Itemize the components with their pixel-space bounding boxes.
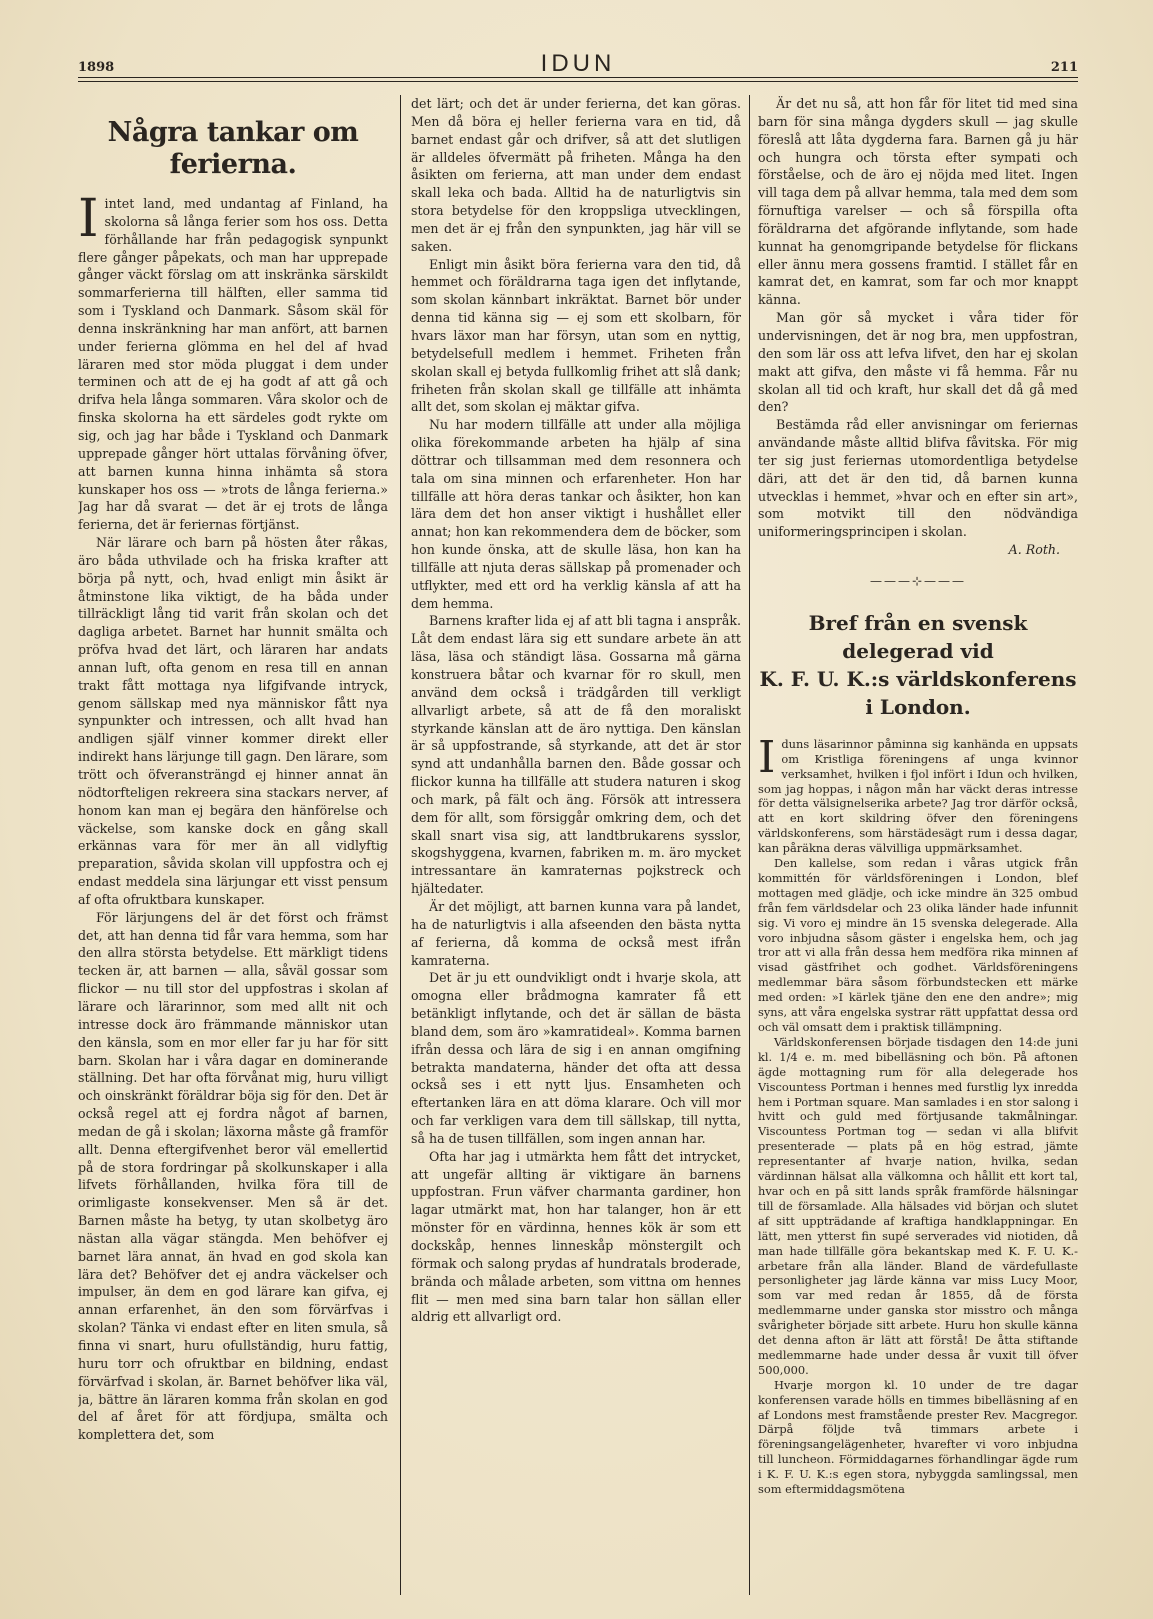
article1-paragraph: När lärare och barn på hösten åter råkas, äro båda uthvilade och ha friska krafter att börja på nytt, och, hvad enligt min åsikt är åtminstone lika viktigt, de ha båda under tillräckligt lång tid varit från skolan och det dagliga arbetet. Barnet har hunnit smälta och pröfva hvad det lärt, och läraren har andats annan luft, ofta genom en resa till en annan trakt fått mottaga nya lifgifvande intryck, genom sällskap med nya människor fått nya synpunkter och intressen, och allt hvad han andligen själf vinner kommer direkt eller indirekt hans lärjunge till gagn. Den lärare, som trött och öfveransträngd ej hinner annat än nödtorfteligen rekreera sina stackars nerver, af honom kan man ej begära den hänförelse och väckelse, som kanske dock en gång skall erkännas vara för mer än all vidlyftig preparation, såvida skolan vill uppfostra och ej endast meddela sina lärjungar ett visst pensum af ofta ofruktbara kunskaper. [78,535,388,907]
article1-paragraph: Enligt min åsikt böra ferierna vara den tid, då hemmet och föräldrarna taga igen det inflytande, som skolan kännbart inkräktat. Barnet bör under denna tid känna sig — ej som ett skolbarn, för hvars läxor man har försyn, utan som en nyttig, betydelsefull medlem i hemmet. Friheten från skolan skall ej betyda fullkomlig frihet att slå dank; friheten från skolan skall ge tillfälle att inhämta allt det, som skolan ej mäktar gifva. [411,256,741,415]
article1-signature: A. Roth. [1008,542,1060,558]
article1-paragraph: Nu har modern tillfälle att under alla möjliga olika förekommande arbeten ha hjälp af sina döttrar och tillsamman med dem resonnera och tala om sina minnen och erfarenheter. Hon har tillfälle att höra deras tankar och åsikter, hon kan lära dem det hon anser viktigt i hushållet eller annat; hon kan rekommendera dem de böcker, som hon kunde önska, att de skulle läsa, hon kan ha tillfälle att njuta deras sällskap på promenader och utflykter, med ett ord ha verklig känsla af att ha dem hemma. [411,417,741,611]
article1-paragraph: För lärjungens del är det först och främst det, att han denna tid får vara hemma, som har den allra största betydelse. Ett märkligt tidens tecken är, att barnen — alla, såväl gossar som flickor — nu till stor del uppfostras i skolan af lärare och lärarinnor, som med allt nit och intresse dock äro främmande människor utan den känsla, som en mor eller far ju har för sitt barn. Skolan har i våra dagar en dominerande ställning. Det har ofta förvånat mig, huru villigt och oinskränkt föräldrar böja sig för den. Det är också regel att ej fordra något af barnen, medan de gå i skolan; läxorna måste gå framför allt. Denna eftergifvenhet beror väl emellertid på de stora fordringar på skolkunskaper i alla lifvets förhållanden, hvilka föra till de orimligaste konsekvenser. Men så är det. Barnen måste ha betyg, ty utan skolbetyg äro nästan alla vägar stängda. Men behöfver ej barnet lära annat, än hvad en god skola kan lära det? Behöfver det ej andra väckelser och impulser, än dem en god lärare kan gifva, ej annan erfarenhet, än den som förvärfvas i skolan? Tänka vi endast efter en liten smula, så finna vi snart, huru ofullständig, huru fattig, huru torr och ofruktbar en bildning, endast förvärfvad i skolan, är. Barnet behöfver lika väl, ja, bättre än läraren komma från skolan en god del af året för att fördjupa, smälta och komplettera det, som [78,909,388,1443]
page-number: 211 [1050,60,1078,75]
article1-paragraph: Är det nu så, att hon får för litet tid med sina barn för sina många dygders skull — jag skulle föreslå att låta dygderna fara. Barnen gå ju här och hungra och törsta efter sympati och förståelse, och de äro ej nöjda med litet. Ingen vill taga dem på allvar hemma, tala med dem som förnuftiga varelser — och så förspilla ofta föräldrarna det afgörande inflytande, som hade kunnat ha genomgripande betydelse för flickans eller ännu mera gossens framtid. I stället får en kamrat det, en kamrat, som far och mor knappt känna. [758,96,1078,308]
header-rule-thin [78,81,1078,82]
header-year: 1898 [78,60,115,75]
header-rule [78,77,1078,78]
article1-dropcap: I [78,189,99,249]
column-divider-2 [749,95,750,1595]
article1-paragraph: Bestämda råd eller anvisningar om feriernas användande måste alltid blifva fåvitska. För mig ter sig just feriernas utomordentliga betydelse däri, att det är den tid, då barnen kunna utvecklas i hemmet, »hvar och en efter sin art», som motvikt till den nödvändiga uniformeringsprincipen i skolan. [758,417,1078,540]
article2-paragraph: Den kallelse, som redan i våras utgick från kommittén för världsföreningen i London, blef mottagen med glädje, och icke mindre än 325 ombud från fem världsdelar och 23 olika länder hade infunnit sig. Vi voro ej mindre än 15 svenska delegerade. Alla voro inbjudna såsom gäster i engelska hem, och jag tror att vi alla från dessa hem medföra rika minnen af visad gästfrihet och godhet. Världsföreningens medlemmar bära såsom förbundstecken ett märke med orden: »I kärlek tjäne den ene den andre»; mig syns, att våra engelska systrar rätt uppfattat dessa ord och väl omsatt dem i praktisk tillämpning. [758,856,1078,1034]
masthead-title: IDUN [540,50,616,77]
article2-paragraph: Iduns läsarinnor påminna sig kanhända en uppsats om Kristliga föreningens af unga kvinnor verksamhet, hvilken i fjol infört i Idun och hvilken, som jag hoppas, i någon mån har väckt deras intresse för detta välsignelserika arbete? Jag tror därför också, att en kort skildring öfver den föreningens världskonferens, som härstädesägt rum i dessa dagar, kan påräkna deras välvilliga uppmärksamhet. [758,731,1078,856]
section-separator: ———⊹——— [869,573,967,588]
article2-paragraph: Världskonferensen började tisdagen den 14:de juni kl. 1/4 e. m. med bibelläsning och bön. På aftonen ägde mottagning rum för alla delegerade hos Viscountess Portman i hennes med furstlig lyx inredda hem i Portman square. Man samlades i en stor salong i hvitt och guld med förtjusande takmålningar. Viscountess Portman tog — sedan vi alla blifvit presenterade — plats på en hög estrad, jämte representanter af hvarje nation, hvilka, sedan värdinnan hälsat alla välkomna och hållit ett kort tal, hvar och en på sitt lands språk framförde hälsningar till de församlade. Alla hälsades vid början och slutet af sitt uppträdande af kraftiga handklappningar. En lätt, men ytterst fin supé serverades vid niotiden, då man hade tillfälle göra bekantskap med K. F. U. K.-arbetare från alla länder. Bland de värdefullaste personligheter jag lärde känna var miss Lucy Moor, som var med redan år 1855, då de första medlemmarne under ganska stor misstro och många svårigheter började sitt arbete. Huru hon skulle känna det denna afton är lätt att förstå! De åtta stiftande medlemmarne hade under dessa år vuxit till öfver 500,000. [758,1034,1078,1377]
article2-title [758,609,1078,721]
article1-paragraph: Ofta har jag i utmärkta hem fått det intrycket, att ungefär allting är viktigare än barnens uppfostran. Frun väfver charmanta gardiner, hon lagar utmärkt mat, hon har talanger, hon är ett mönster för en värdinna, hennes kök är som ett dockskåp, hennes linneskåp mönstergilt och förmak och salong prydas af hundratals broderade, brända och målade arbeten, som vittna om hennes flit — men med sina barn talar hon sällan eller aldrig ett allvarligt ord. [411,1148,741,1325]
column-3 [758,95,1078,1605]
article2-title-line3: i London. [865,694,971,719]
article2-paragraph: Hvarje morgon kl. 10 under de tre dagar konferensen varade hölls en timmes bibelläsning af en af Londons mest framstående prester Rev. Macgregor. Därpå följde två timmars arbete i föreningsangelägenheter, hvarefter vi voro inbjudna till luncheon. Förmiddagarnes förhandlingar ägde rum i K. F. U. K.:s egen stora, nybyggda samlingssal, men som eftermiddagsmötena [758,1377,1078,1497]
column-divider-1 [400,95,401,1595]
article1-paragraph: Iintet land, med undantag af Finland, ha skolorna så långa ferier som hos oss. Detta förhållande har från pedagogisk synpunkt flere gånger påpekats, och man har upprepade gånger väckt förslag om att inskränka särskildt sommarferierna till hälften, eller samma tid som i Tyskland och Danmark. Såsom skäl för denna inskränkning har man anfört, att barnen under ferierna glömma en hel del af hvad läraren med stor möda pluggat i dem under terminen och att de ej ha godt af att gå och drifva hela långa sommaren. Våra skolor och de finska skolorna ha ett särdeles godt rykte om sig, och jag har både i Tyskland och Danmark upprepade gånger hört uttalas förvåning öfver, att barnen kunna hinna inhämta så stora kunskaper hos oss — »trots de långa ferierna.» Jag har då svarat — det är ej trots de långa ferierna, det är feriernas förtjänst. [78,189,388,533]
article2-title-line2: K. F. U. K.:s världskonferens [759,666,1077,691]
article2-dropcap: I [758,731,776,783]
column-2 [411,95,741,1605]
article1-paragraph: Barnens krafter lida ej af att bli tagna i anspråk. Låt dem endast lära sig ett sundare arbete än att läsa, läsa och ständigt läsa. Gossarna må gärna konstruera båtar och kvarnar för ro skull, men använd dem också i trädgården till verkligt allvarligt arbete, så att de få den moraliskt styrkande känslan att de äro nyttiga. Den känslan är så uppfostrande, så styrkande, att det är stor synd att undanhålla barnen den. Både gossar och flickor kunna ha tillfälle att studera naturen i skog och mark, på fält och äng. Försök att intressera dem för allt, som försiggår omkring dem, och det skall snart visa sig, att landtbrukarens sysslor, skogshyggena, kvarnen, fabriken m. m. äro mycket intressantare än kamraternas pojkstreck och hjältedater. [411,613,741,897]
article1-paragraph: det lärt; och det är under ferierna, det kan göras. Men då böra ej heller ferierna vara en tid, då barnet endast går och drifver, så att det slutligen är alldeles öfvermätt på friheten. Många ha den åsikten om ferierna, att man under dem endast skall leka och bada. Alltid ha de naturligtvis sin stora betydelse för den kroppsliga utvecklingen, men det är ej från den synpunkten, jag här vill se saken. [411,96,741,254]
article1-paragraph: Är det möjligt, att barnen kunna vara på landet, ha de naturligtvis i alla afseenden den bästa nytta af ferierna, då komma de också mest ifrån kamraterna. [411,898,741,968]
column-1 [78,95,388,1605]
article1-paragraph: Det är ju ett oundvikligt ondt i hvarje skola, att omogna eller brådmogna kamrater få ett betänkligt inflytande, och det är sällan de bästa bland dem, som äro »kamratideal». Komma barnen ifrån dessa och lära de sig i en annan omgifning betrakta mandaterna, händer det ofta att dessa också ses i ett nytt ljus. Ensamheten och eftertanken lära en att döma klarare. Och vill mor och far verkligen vara dem till sällskap, till nytta, så ha de tusen tillfällen, som ingen annan har. [411,970,741,1146]
article1-paragraph: Man gör så mycket i våra tider för undervisningen, det är nog bra, men uppfostran, den som lär oss att lefva lifvet, den har ej skolan makt att gifva, den måste vi få hemma. Får nu skolan all tid och kraft, hur skall det då gå med den? [758,310,1078,415]
article1-title: Några tankar om ferierna. [107,117,359,180]
article2-title-line1: Bref från en svensk delegerad vid [808,610,1028,663]
page-header [78,50,1078,80]
article2-body [758,731,1078,1497]
